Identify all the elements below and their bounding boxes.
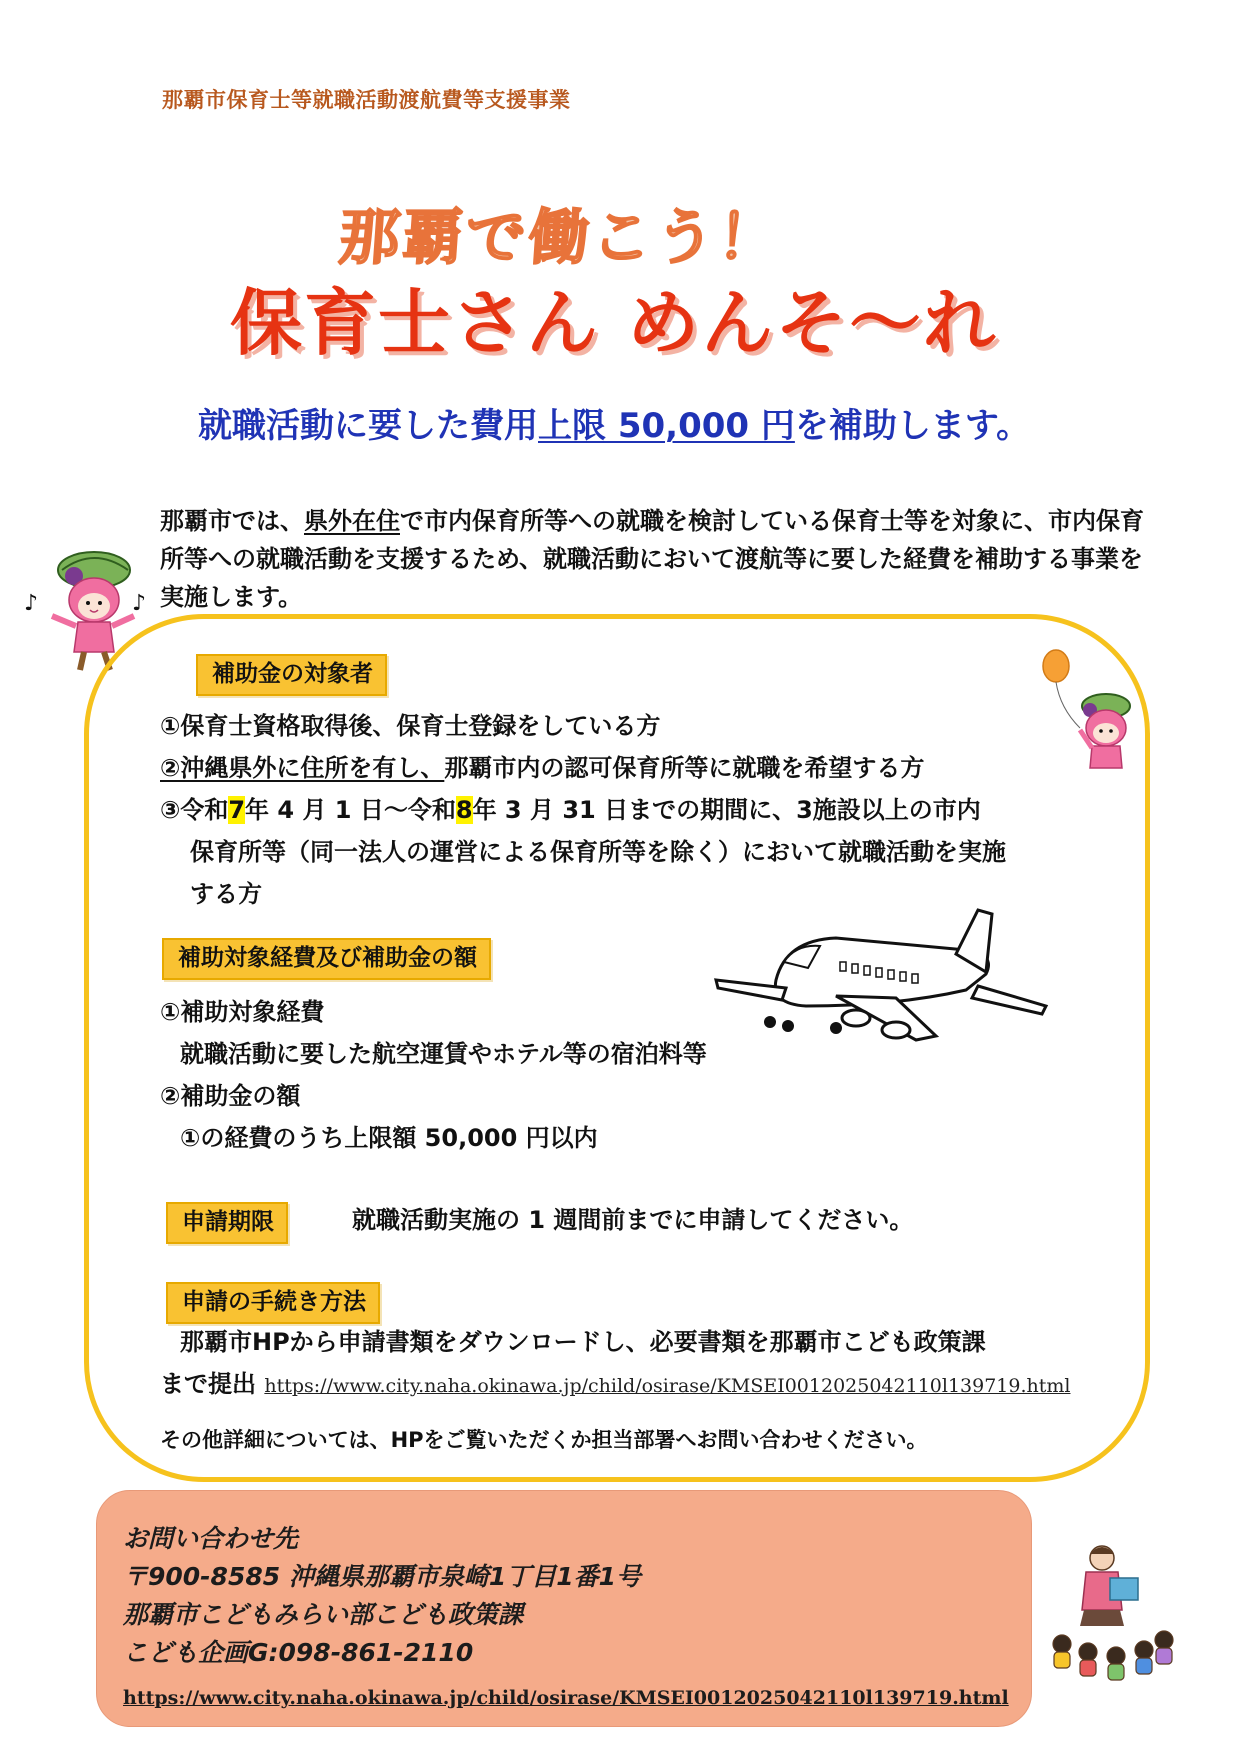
target-item-3-a: ③令和 <box>160 796 229 824</box>
title-line1: 那覇で働こう！ <box>337 203 784 273</box>
expense-sub1-body: 就職活動に要した航空運賃やホテル等の宿泊料等 <box>180 1040 707 1068</box>
headline <box>198 398 1030 447</box>
headline-amount: 上限 50,000 円 <box>538 406 795 446</box>
contact-box <box>96 1490 1032 1727</box>
target-item-3-line3: する方 <box>190 880 262 908</box>
procedure-line1: 那覇市HPから申請書類をダウンロードし、必要書類を那覇市こども政策課 <box>180 1328 986 1356</box>
tag-target: 補助金の対象者 <box>196 654 387 696</box>
year-highlight-2: 8 <box>455 796 473 824</box>
intro-post: で市内保育所等への就職を検討している保育士等を対象に、市内保育所等への就職活動を支援するため、就職活動において渡航等に要した経費を補助する事業を実施します。 <box>160 507 1144 611</box>
year-highlight-1: 7 <box>228 796 246 824</box>
expense-sub2-body: ①の経費のうち上限額 50,000 円以内 <box>180 1124 598 1152</box>
contact-address: 〒900-8585 沖縄県那覇市泉崎1丁目1番1号 <box>123 1562 642 1591</box>
tag-deadline: 申請期限 <box>166 1202 288 1244</box>
procedure-url-link[interactable]: https://www.city.naha.okinawa.jp/child/osirase/KMSEI0012025042110l139719.html <box>264 1375 1071 1397</box>
deadline-body: 就職活動実施の 1 週間前までに申請してください。 <box>352 1206 914 1234</box>
target-item-3 <box>160 790 981 830</box>
contact-url-link[interactable]: https://www.city.naha.okinawa.jp/child/osirase/KMSEI0012025042110l139719.html <box>123 1687 1009 1709</box>
program-name: 那覇市保育士等就職活動渡航費等支援事業 <box>162 88 571 112</box>
intro-underlined: 県外在住 <box>304 507 400 535</box>
headline-part1: 就職活動に要した費用 <box>198 406 538 446</box>
target-item-3-c: 年 3 月 31 日までの期間に、3施設以上の市内 <box>472 796 981 824</box>
target-item-2-rest: 那覇市内の認可保育所等に就職を希望する方 <box>444 754 925 782</box>
target-item-2-underlined: ②沖縄県外に住所を有し、 <box>160 754 445 782</box>
intro-pre: 那覇市では、 <box>160 507 304 535</box>
target-item-3-line2: 保育所等（同一法人の運営による保育所等を除く）において就職活動を実施 <box>190 838 1006 866</box>
mascot-balloon-illustration <box>1040 648 1140 778</box>
expense-sub1-title: ①補助対象経費 <box>160 998 325 1026</box>
target-item-1: ①保育士資格取得後、保育士登録をしている方 <box>160 712 661 740</box>
contact-heading: お問い合わせ先 <box>123 1524 299 1553</box>
intro-paragraph <box>160 502 1145 616</box>
contact-department: 那覇市こどもみらい部こども政策課 <box>123 1600 524 1629</box>
svg-text:♪: ♪ <box>24 591 39 616</box>
target-item-3-b: 年 4 月 1 日～令和 <box>245 796 456 824</box>
contact-phone: こども企画G:098-861-2110 <box>123 1638 474 1667</box>
tag-expense: 補助対象経費及び補助金の額 <box>162 938 491 980</box>
headline-part3: を補助します。 <box>794 406 1031 446</box>
target-item-2 <box>160 748 924 788</box>
expense-sub2-title: ②補助金の額 <box>160 1082 301 1110</box>
svg-text:♪: ♪ <box>132 591 147 616</box>
title-line2: 保育士さん めんそ～れ <box>230 281 998 365</box>
storytime-illustration <box>1040 1540 1180 1690</box>
airplane-illustration <box>716 910 1056 1060</box>
footer-note: その他詳細については、HPをご覧いただくか担当部署へお問い合わせください。 <box>160 1428 928 1452</box>
procedure-line2-prefix: まで提出 <box>160 1370 256 1398</box>
procedure-line2 <box>160 1364 1070 1406</box>
tag-procedure: 申請の手続き方法 <box>166 1282 380 1324</box>
